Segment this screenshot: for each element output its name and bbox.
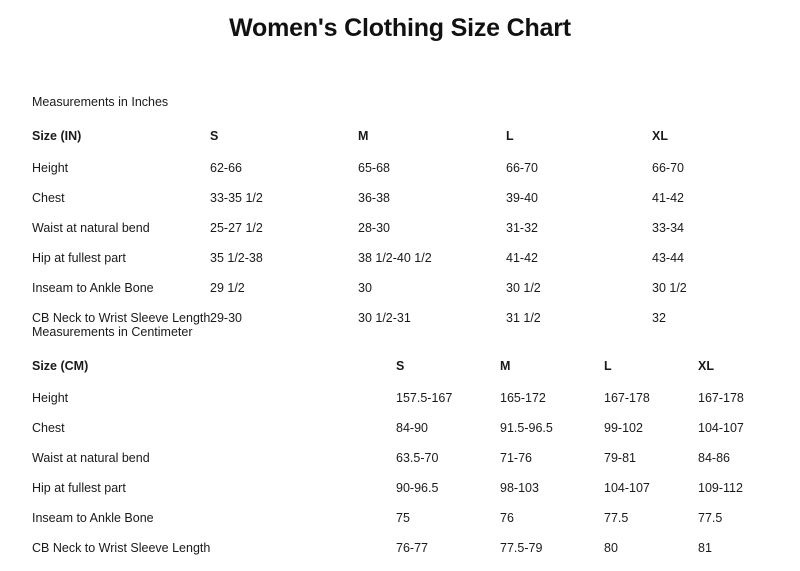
cell-m: 30 1/2-31 (358, 311, 411, 325)
cell-s: 25-27 1/2 (210, 221, 263, 235)
column-header-s: S (210, 129, 219, 143)
cell-l: 31 1/2 (506, 311, 541, 325)
cell-s: 84-90 (396, 421, 428, 435)
cell-s: 35 1/2-38 (210, 251, 263, 265)
column-header-l: L (604, 359, 612, 373)
cell-xl: 104-107 (698, 421, 744, 435)
cell-xl: 30 1/2 (652, 281, 687, 295)
cell-m: 30 (358, 281, 372, 295)
cell-xl: 32 (652, 311, 666, 325)
cell-xl: 41-42 (652, 191, 684, 205)
column-header-measurement: Size (CM) (32, 359, 89, 373)
cell-l: 80 (604, 541, 618, 555)
cell-m: 165-172 (500, 391, 546, 405)
cell-xl: 167-178 (698, 391, 744, 405)
size-table-centimeter (32, 359, 776, 571)
section-centimeter (32, 325, 776, 571)
cell-l: 104-107 (604, 481, 650, 495)
row-label: Waist at natural bend (32, 221, 150, 235)
page-title: Women's Clothing Size Chart (229, 14, 571, 42)
cell-l: 77.5 (604, 511, 629, 525)
cell-l: 66-70 (506, 161, 538, 175)
cell-l: 41-42 (506, 251, 538, 265)
row-label: Height (32, 161, 69, 175)
table-row (32, 281, 776, 311)
cell-l: 79-81 (604, 451, 636, 465)
column-header-s: S (396, 359, 405, 373)
column-header-xl: XL (652, 129, 668, 143)
cell-s: 157.5-167 (396, 391, 453, 405)
section-inches (32, 95, 776, 341)
cell-s: 90-96.5 (396, 481, 439, 495)
table-row (32, 511, 776, 541)
row-label: Hip at fullest part (32, 481, 126, 495)
column-header-m: M (358, 129, 369, 143)
row-label: Chest (32, 421, 65, 435)
table-row (32, 541, 776, 571)
cell-m: 71-76 (500, 451, 532, 465)
cell-xl: 77.5 (698, 511, 723, 525)
row-label: Inseam to Ankle Bone (32, 281, 154, 295)
cell-xl: 43-44 (652, 251, 684, 265)
cell-s: 33-35 1/2 (210, 191, 263, 205)
row-label: Waist at natural bend (32, 451, 150, 465)
cell-m: 36-38 (358, 191, 390, 205)
cell-s: 76-77 (396, 541, 428, 555)
row-label: Height (32, 391, 69, 405)
cell-s: 29-30 (210, 311, 242, 325)
row-label: CB Neck to Wrist Sleeve Length (32, 311, 211, 325)
cell-m: 77.5-79 (500, 541, 543, 555)
cell-s: 63.5-70 (396, 451, 439, 465)
cell-m: 38 1/2-40 1/2 (358, 251, 432, 265)
cell-m: 98-103 (500, 481, 539, 495)
cell-xl: 109-112 (698, 481, 743, 495)
cell-m: 28-30 (358, 221, 390, 235)
cell-m: 65-68 (358, 161, 390, 175)
row-label: Inseam to Ankle Bone (32, 511, 154, 525)
cell-l: 99-102 (604, 421, 643, 435)
cell-xl: 66-70 (652, 161, 684, 175)
cell-s: 29 1/2 (210, 281, 245, 295)
table-row (32, 191, 776, 221)
cell-l: 30 1/2 (506, 281, 541, 295)
table-header-row (32, 359, 776, 391)
table-row (32, 421, 776, 451)
cell-l: 167-178 (604, 391, 650, 405)
column-header-l: L (506, 129, 514, 143)
row-label: CB Neck to Wrist Sleeve Length (32, 541, 211, 555)
column-header-measurement: Size (IN) (32, 129, 82, 143)
cell-l: 39-40 (506, 191, 538, 205)
table-row (32, 391, 776, 421)
row-label: Hip at fullest part (32, 251, 126, 265)
cell-xl: 84-86 (698, 451, 730, 465)
section-caption-inches: Measurements in Inches (32, 95, 169, 109)
table-row (32, 221, 776, 251)
table-header-row (32, 129, 776, 161)
table-row (32, 451, 776, 481)
cell-xl: 33-34 (652, 221, 684, 235)
cell-m: 76 (500, 511, 514, 525)
section-caption-centimeter: Measurements in Centimeter (32, 325, 193, 339)
table-row (32, 251, 776, 281)
column-header-xl: XL (698, 359, 714, 373)
row-label: Chest (32, 191, 65, 205)
size-table-inches (32, 129, 776, 341)
column-header-m: M (500, 359, 511, 373)
cell-s: 62-66 (210, 161, 242, 175)
cell-m: 91.5-96.5 (500, 421, 553, 435)
table-row (32, 161, 776, 191)
cell-l: 31-32 (506, 221, 538, 235)
cell-xl: 81 (698, 541, 712, 555)
table-row (32, 481, 776, 511)
cell-s: 75 (396, 511, 410, 525)
